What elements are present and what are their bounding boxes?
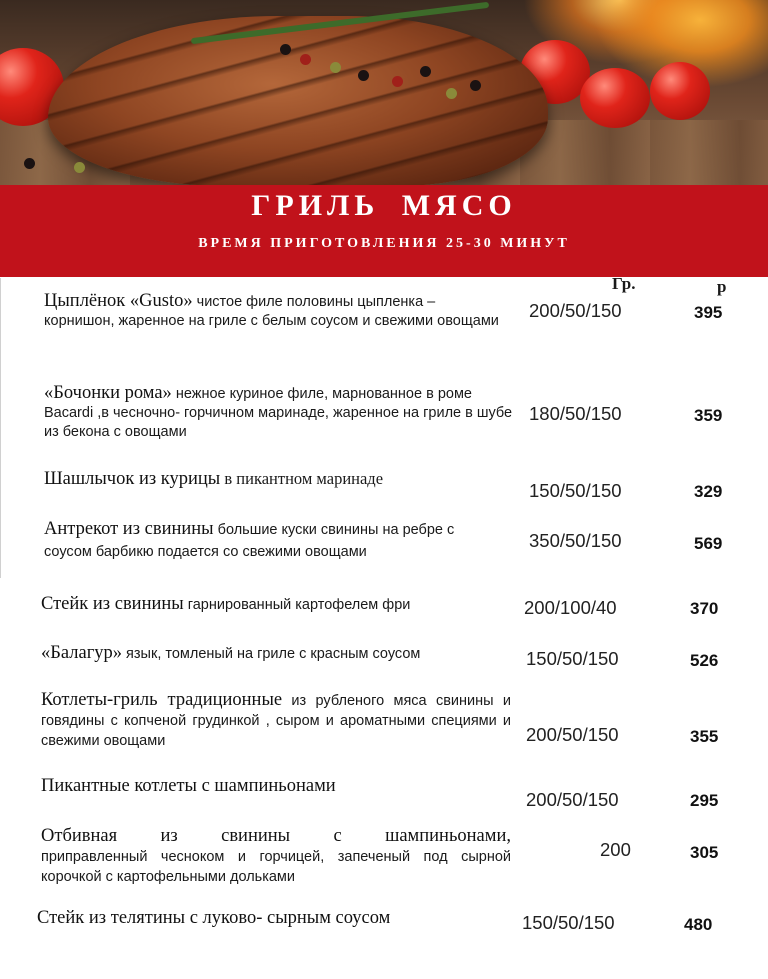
peppercorn [74, 162, 85, 173]
item-name: Пикантные котлеты с шампиньонами [41, 776, 336, 796]
peppercorn [280, 44, 291, 55]
item-text [41, 644, 521, 664]
item-price: 295 [690, 791, 719, 810]
menu-item [41, 826, 511, 887]
item-weight: 200 [600, 839, 631, 860]
item-name: Стейк из телятины с луково- сырным соусом [37, 908, 391, 928]
item-text [41, 690, 511, 751]
item-description: язык, томленый на гриле с красным соусом [122, 646, 421, 662]
item-weight: 150/50/150 [526, 648, 619, 669]
weight-column-header: Гр. [612, 274, 636, 293]
item-weight: 200/50/150 [529, 300, 622, 321]
item-weight: 180/50/150 [529, 403, 622, 424]
menu-item [44, 292, 504, 331]
menu-item [37, 909, 517, 929]
item-price: 329 [694, 482, 723, 501]
item-price: 355 [690, 727, 719, 746]
item-weight: 200/50/150 [526, 789, 619, 810]
item-price: 526 [690, 651, 719, 670]
item-text [44, 518, 484, 563]
menu-item [44, 469, 514, 490]
item-description: в пикантном маринаде [220, 469, 384, 488]
item-price: 480 [684, 915, 713, 934]
item-text [41, 826, 511, 887]
tomato-right [580, 68, 650, 128]
section-title: ГРИЛЬ МЯСО [251, 189, 517, 222]
item-price: 370 [690, 599, 719, 618]
peppercorn [446, 88, 457, 99]
menu-item [41, 595, 521, 615]
item-name: Цыплёнок «Gusto» [44, 291, 193, 311]
item-name: «Балагур» [41, 643, 123, 663]
item-name: Стейк из свинины [41, 594, 184, 614]
item-price: 359 [694, 406, 723, 425]
item-name: Антрекот из свинины [44, 519, 214, 539]
item-weight: 150/50/150 [522, 912, 615, 933]
item-description: нежное куриное филе, марнованное в роме Bacardi ,в чесночно- горчичном маринаде, жаренное на гриле в шубе из бекона с овощами [44, 386, 513, 440]
menu-item [44, 518, 484, 563]
menu-item [41, 777, 511, 797]
cooking-time-note: ВРЕМЯ ПРИГОТОВЛЕНИЯ 25-30 МИНУТ [198, 236, 570, 251]
item-weight: 350/50/150 [529, 530, 622, 551]
peppercorn [420, 66, 431, 77]
item-text [44, 469, 514, 490]
grilled-steak [48, 16, 548, 185]
item-text [44, 384, 518, 442]
menu-item [41, 690, 511, 751]
price-column-header: р [717, 277, 727, 296]
menu-item [41, 644, 521, 664]
item-text [44, 292, 504, 331]
item-text [41, 777, 511, 797]
menu-item [44, 384, 518, 442]
item-name: «Бочонки рома» [44, 383, 172, 403]
item-text [41, 595, 521, 615]
peppercorn [392, 76, 403, 87]
item-weight: 200/100/40 [524, 597, 617, 618]
tomato-right [650, 62, 710, 120]
item-price: 569 [694, 534, 723, 553]
item-description: из рубленого мяса свинины и говядины с копченой грудинкой , сыром и ароматными специями и свежими овощами [41, 693, 511, 749]
peppercorn [358, 70, 369, 81]
item-description: большие куски свинины на ребре с соусом барбикю подается со свежими овощами [44, 522, 455, 560]
item-description: чистое филе половины цыпленка – корнишон, жаренное на гриле с белым соусом и свежими овощами [44, 294, 499, 329]
item-weight: 150/50/150 [529, 480, 622, 501]
item-name: Отбивная из свинины с шампиньонами, [41, 826, 511, 846]
item-description: гарнированный картофелем фри [183, 597, 411, 613]
divider [0, 278, 1, 578]
item-weight: 200/50/150 [526, 724, 619, 745]
item-description: приправленный чесноком и горчицей, запеченый под сырной корочкой с картофельными дольками [41, 849, 511, 885]
item-text [37, 909, 517, 929]
item-price: 395 [694, 303, 723, 322]
peppercorn [300, 54, 311, 65]
peppercorn [470, 80, 481, 91]
item-name: Котлеты-гриль традиционные [41, 690, 283, 710]
peppercorn [330, 62, 341, 73]
section-banner [0, 185, 768, 277]
item-name: Шашлычок из курицы [44, 469, 221, 489]
item-price: 305 [690, 843, 719, 862]
hero-photo [0, 0, 768, 185]
peppercorn [24, 158, 35, 169]
